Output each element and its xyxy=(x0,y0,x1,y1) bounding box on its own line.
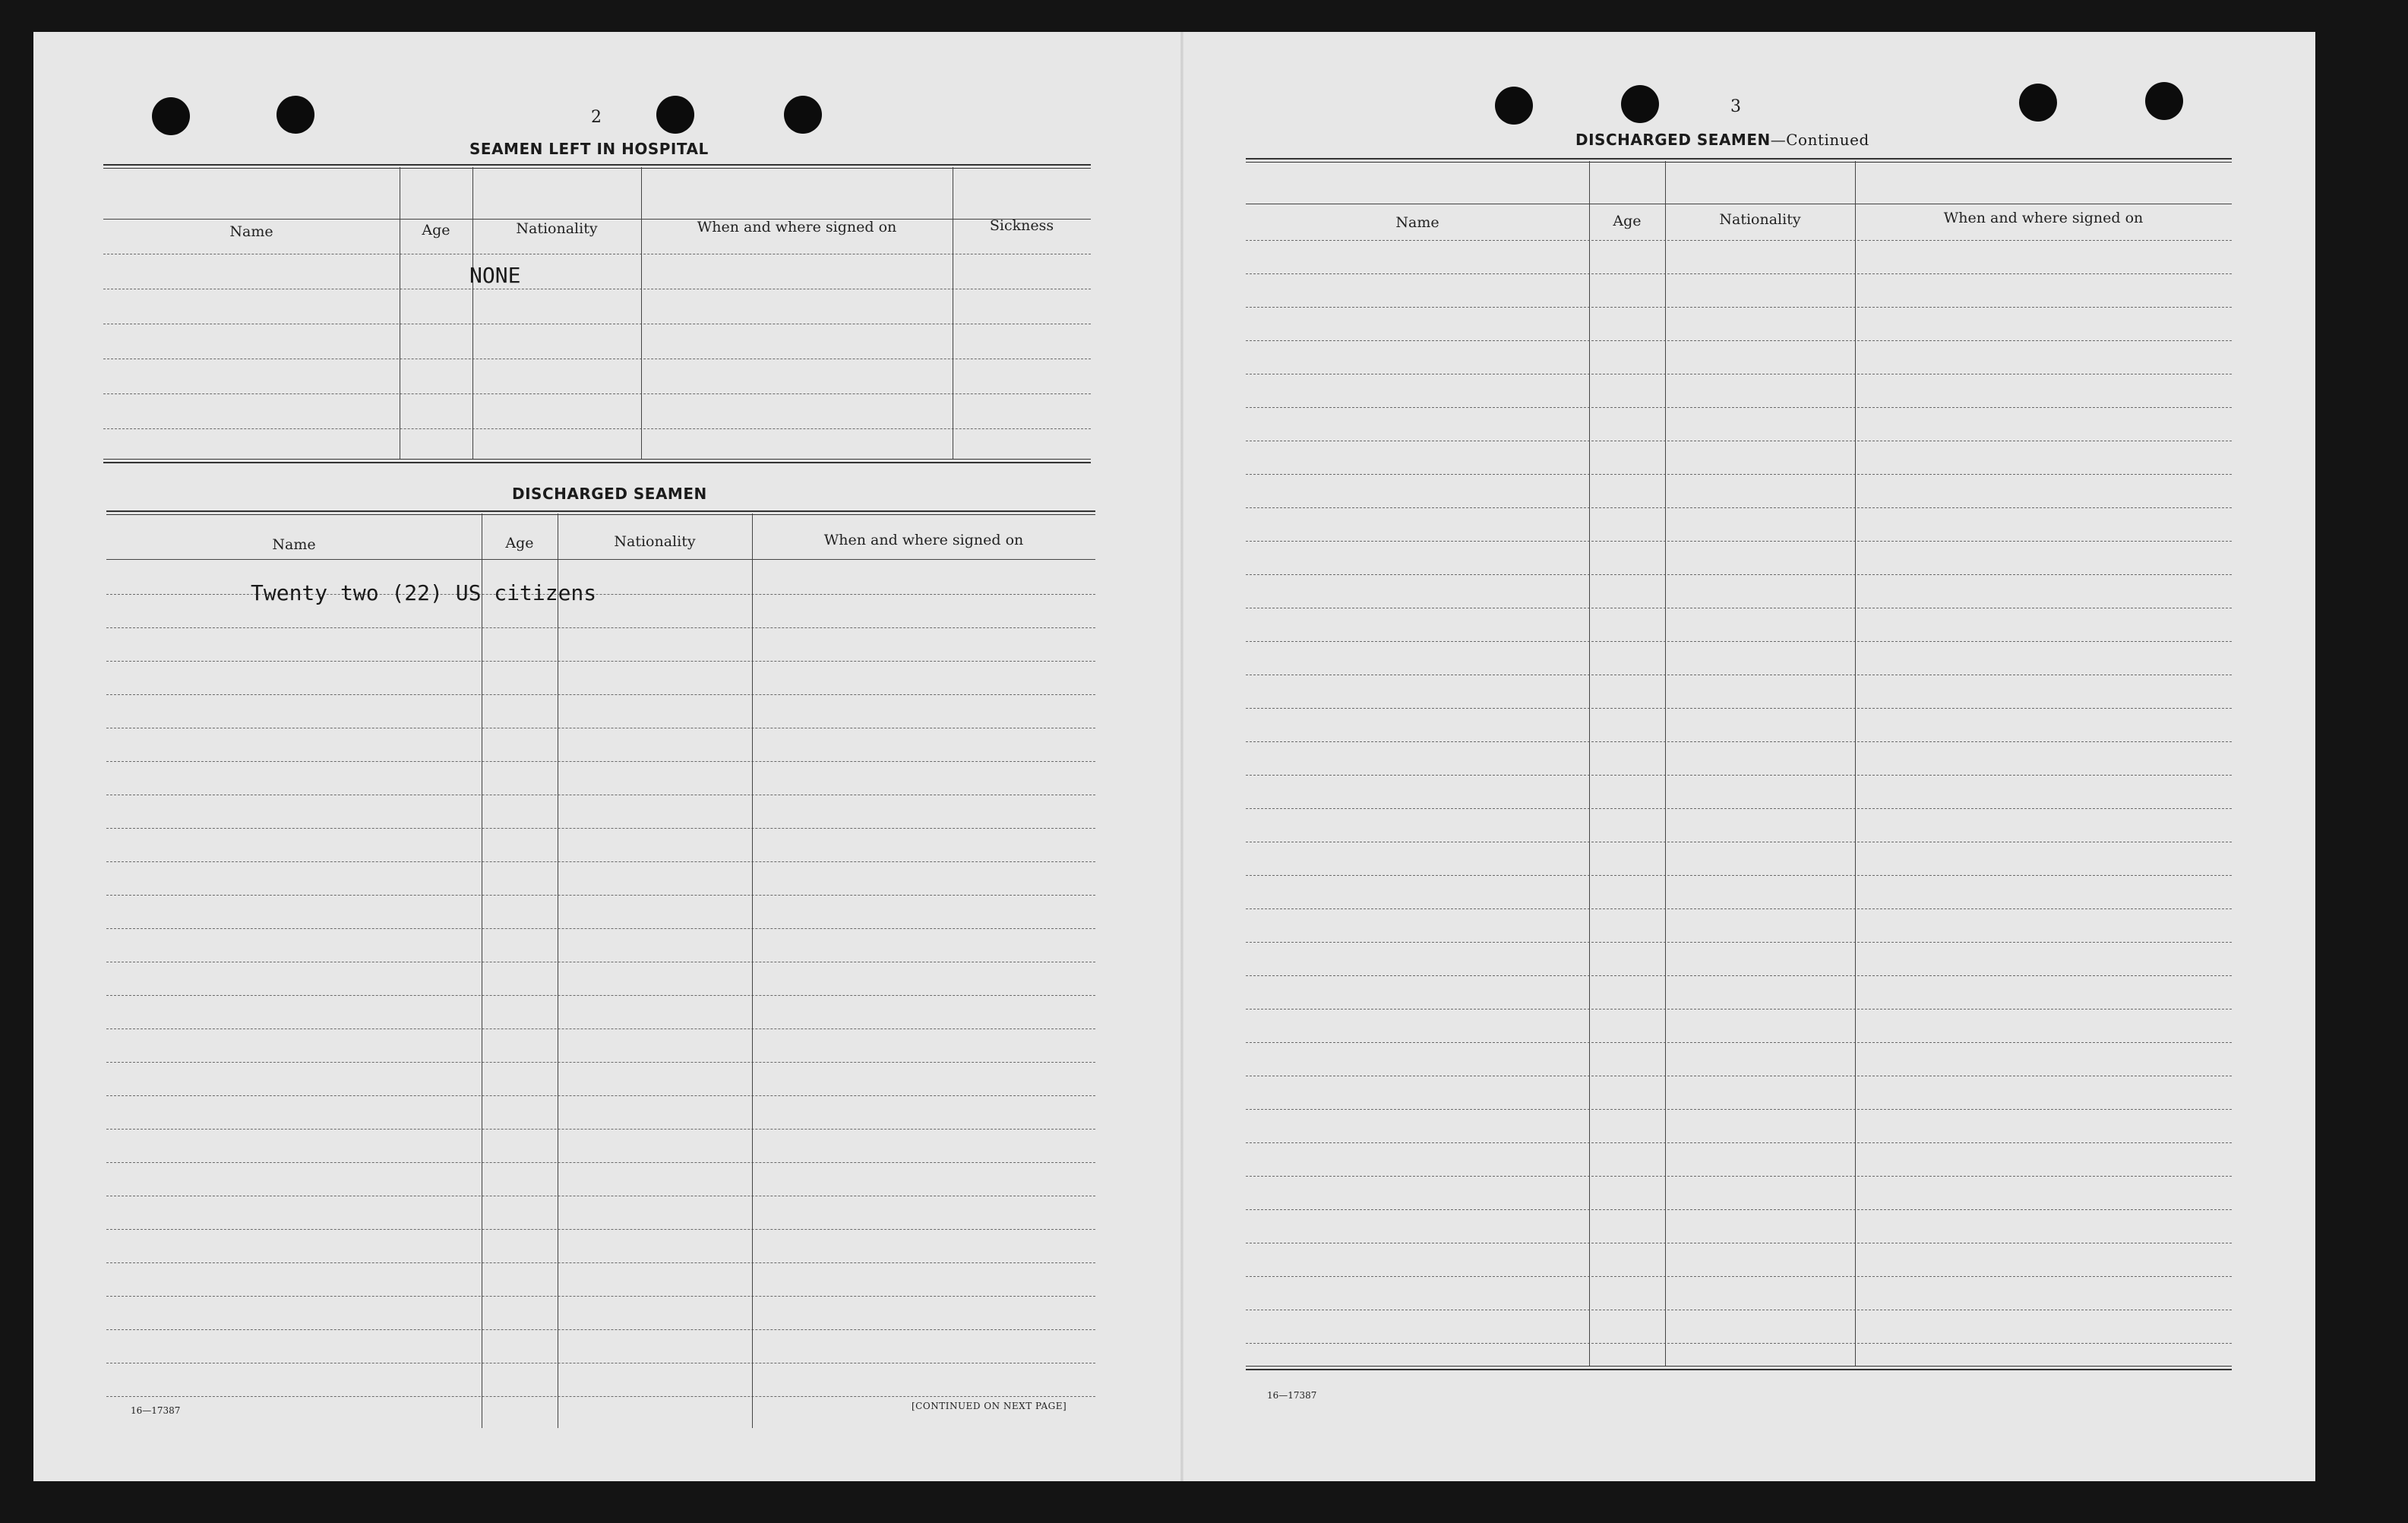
right-page xyxy=(1183,32,2315,1481)
hospital-section-title: SEAMEN LEFT IN HOSPITAL xyxy=(469,140,709,158)
punch-hole xyxy=(1621,85,1659,123)
ruled-line xyxy=(106,928,1095,929)
ruled-line xyxy=(1246,474,2232,475)
ruled-line xyxy=(1246,708,2232,709)
ruled-line xyxy=(1246,1142,2232,1143)
ruled-line xyxy=(1246,507,2232,508)
column-header-name: Name xyxy=(272,536,316,553)
ruled-line xyxy=(1246,1276,2232,1277)
discharged-continued-suffix: —Continued xyxy=(1770,131,1869,149)
ruled-line xyxy=(1246,1343,2232,1344)
page-number: 3 xyxy=(1730,97,1741,116)
column-header-name: Name xyxy=(229,223,273,240)
hospital-table xyxy=(103,164,1091,466)
continued-note: [CONTINUED ON NEXT PAGE] xyxy=(912,1401,1067,1411)
ruled-line xyxy=(1246,1176,2232,1177)
column-header-nationality: Nationality xyxy=(614,533,696,550)
column-header-age: Age xyxy=(422,222,450,239)
ruled-line xyxy=(1246,1209,2232,1210)
discharged-section-title: DISCHARGED SEAMEN xyxy=(512,485,707,503)
discharged-continued-title-main: DISCHARGED SEAMEN xyxy=(1575,131,1771,149)
discharged-entry: Twenty two (22) US citizens xyxy=(251,580,597,605)
left-page xyxy=(33,32,1183,1481)
ruled-line xyxy=(106,1028,1095,1029)
ruled-line xyxy=(1246,641,2232,642)
ruled-line xyxy=(1246,942,2232,943)
column-header-signed-on: When and where signed on xyxy=(697,219,897,235)
ruled-line xyxy=(106,1162,1095,1163)
table-rule xyxy=(103,164,1091,169)
ruled-line xyxy=(106,1062,1095,1063)
punch-hole xyxy=(2145,82,2183,120)
column-header-signed-on: When and where signed on xyxy=(823,532,1024,548)
ruled-line xyxy=(106,1296,1095,1297)
ruled-line xyxy=(1246,808,2232,809)
header-line xyxy=(106,559,1095,560)
ruled-line xyxy=(1246,407,2232,408)
column-header-age: Age xyxy=(505,535,534,551)
ruled-line xyxy=(1246,775,2232,776)
ruled-line xyxy=(106,828,1095,829)
discharged-table xyxy=(106,510,1095,1430)
table-rule xyxy=(1246,1366,2232,1370)
ruled-line xyxy=(1246,1009,2232,1010)
punch-hole xyxy=(656,96,694,134)
ruled-line xyxy=(106,761,1095,762)
ruled-line xyxy=(106,1229,1095,1230)
ruled-line xyxy=(1246,574,2232,575)
discharged-continued-title xyxy=(1575,131,1869,149)
ruled-line xyxy=(1246,741,2232,742)
punch-hole xyxy=(152,97,190,135)
ruled-line xyxy=(1246,975,2232,976)
ruled-line xyxy=(106,995,1095,996)
ruled-line xyxy=(106,694,1095,695)
ruled-line xyxy=(106,1396,1095,1397)
form-number: 16—17387 xyxy=(131,1405,181,1416)
column-header-nationality: Nationality xyxy=(516,220,598,237)
ruled-line xyxy=(1246,1042,2232,1043)
ruled-line xyxy=(106,627,1095,628)
ruled-line xyxy=(106,661,1095,662)
ruled-line xyxy=(1246,340,2232,341)
ruled-line xyxy=(106,861,1095,862)
column-header-age: Age xyxy=(1613,213,1642,229)
ruled-line xyxy=(1246,307,2232,308)
punch-hole xyxy=(277,96,314,134)
ruled-line xyxy=(1246,273,2232,274)
hospital-entry: NONE xyxy=(469,263,521,288)
column-header-signed-on: When and where signed on xyxy=(1943,210,2144,226)
table-rule xyxy=(106,510,1095,515)
ruled-line xyxy=(106,1129,1095,1130)
ruled-line xyxy=(1246,541,2232,542)
ruled-line xyxy=(1246,1109,2232,1110)
table-rule xyxy=(1246,158,2232,163)
column-header-name: Name xyxy=(1395,214,1439,231)
ruled-line xyxy=(1246,908,2232,909)
punch-hole xyxy=(784,96,822,134)
document-sheet xyxy=(33,32,2315,1481)
ruled-line xyxy=(106,895,1095,896)
ruled-line xyxy=(106,1095,1095,1096)
column-header-sickness: Sickness xyxy=(989,217,1054,234)
form-number: 16—17387 xyxy=(1267,1390,1317,1401)
column-header-nationality: Nationality xyxy=(1719,211,1801,228)
discharged-continued-table xyxy=(1246,158,2232,1411)
ruled-line xyxy=(1246,240,2232,241)
page-number: 2 xyxy=(591,108,602,127)
punch-hole xyxy=(2019,84,2057,122)
ruled-line xyxy=(1246,875,2232,876)
ruled-line xyxy=(106,1329,1095,1330)
ruled-line xyxy=(106,1262,1095,1263)
punch-hole xyxy=(1495,87,1533,125)
table-rule xyxy=(103,459,1091,463)
